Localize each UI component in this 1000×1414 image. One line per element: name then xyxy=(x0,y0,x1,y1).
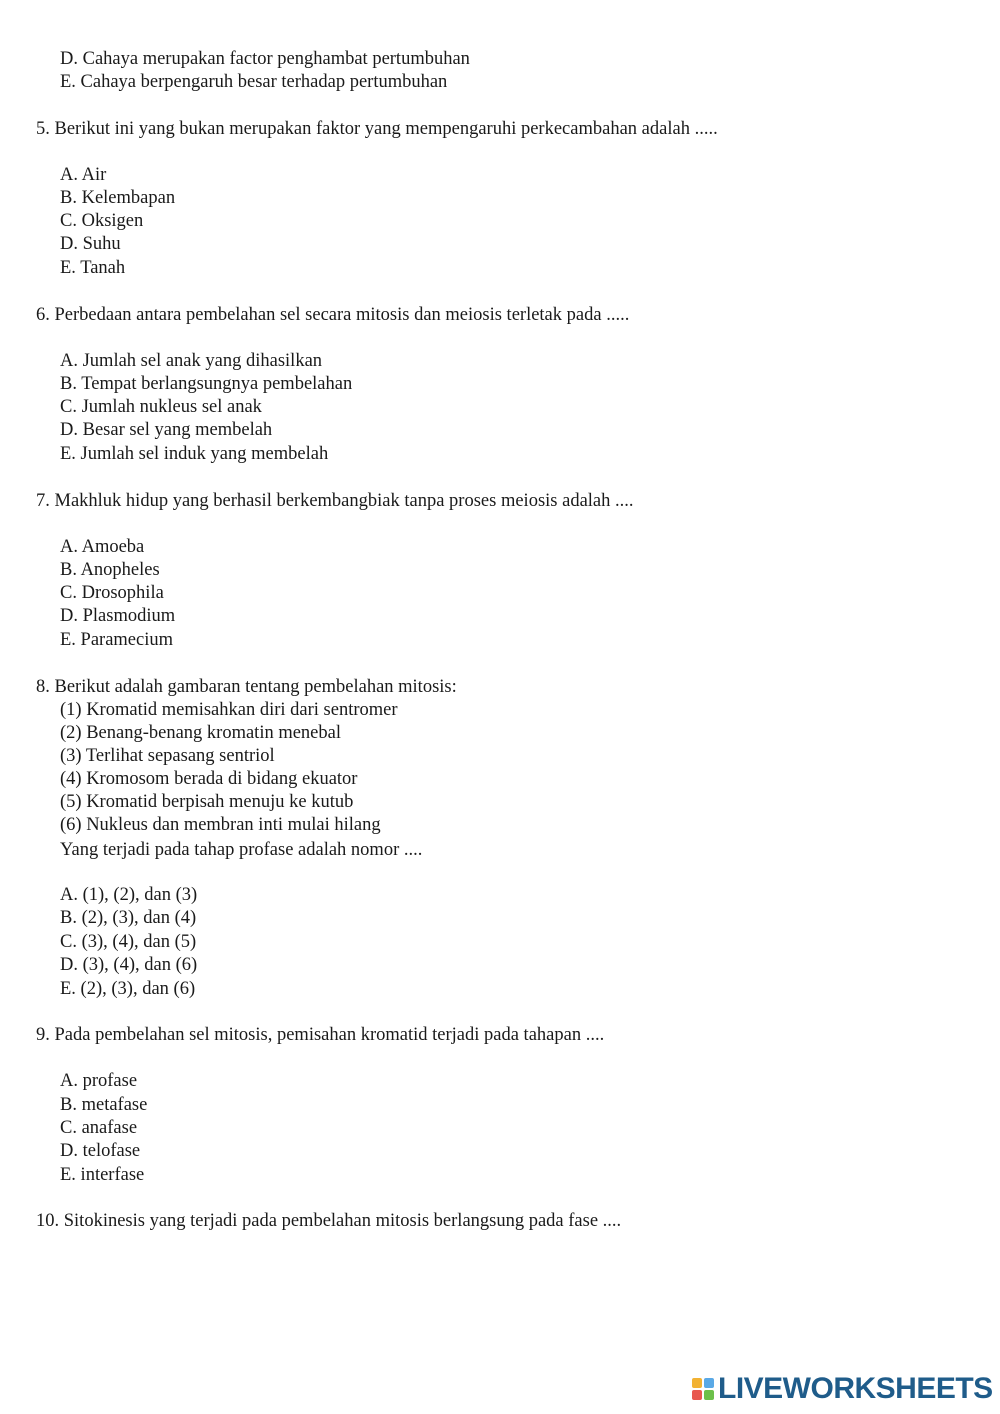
q9-option-b: B. metafase xyxy=(60,1095,148,1115)
logo-square-green xyxy=(704,1390,714,1400)
q9-option-d: D. telofase xyxy=(60,1141,141,1161)
q8-option-b: B. (2), (3), dan (4) xyxy=(60,908,197,928)
q8-item-3: (3) Terlihat sepasang sentriol xyxy=(60,746,275,766)
liveworksheets-logo xyxy=(692,1372,993,1405)
question-7: 7. Makhluk hidup yang berhasil berkembangbiak tanpa proses meiosis adalah .... xyxy=(36,491,634,511)
q7-option-c: C. Drosophila xyxy=(60,583,164,603)
q6-option-b: B. Tempat berlangsungnya pembelahan xyxy=(60,374,353,394)
q6-option-e: E. Jumlah sel induk yang membelah xyxy=(60,444,329,464)
q5-option-a: A. Air xyxy=(60,165,107,185)
question-9: 9. Pada pembelahan sel mitosis, pemisahan kromatid terjadi pada tahapan .... xyxy=(36,1025,605,1045)
q8-item-6: (6) Nukleus dan membran inti mulai hilang xyxy=(60,815,381,835)
q7-option-e: E. Paramecium xyxy=(60,630,174,650)
liveworksheets-logo-text: LIVEWORKSHEETS xyxy=(718,1372,993,1405)
q5-option-e: E. Tanah xyxy=(60,258,126,278)
q8-prompt: Yang terjadi pada tahap profase adalah nomor .... xyxy=(60,840,423,860)
logo-square-blue xyxy=(704,1378,714,1388)
q9-option-a: A. profase xyxy=(60,1071,138,1091)
question-5: 5. Berikut ini yang bukan merupakan faktor yang mempengaruhi perkecambahan adalah ..... xyxy=(36,119,718,139)
question-8: 8. Berikut adalah gambaran tentang pembelahan mitosis: xyxy=(36,677,457,697)
q7-option-a: A. Amoeba xyxy=(60,537,145,557)
q9-option-c: C. anafase xyxy=(60,1118,138,1138)
q8-item-1: (1) Kromatid memisahkan diri dari sentromer xyxy=(60,700,398,720)
q5-option-d: D. Suhu xyxy=(60,234,121,254)
logo-square-yellow xyxy=(692,1378,702,1388)
q4-option-d: D. Cahaya merupakan factor penghambat pertumbuhan xyxy=(60,49,470,69)
q8-item-5: (5) Kromatid berpisah menuju ke kutub xyxy=(60,792,354,812)
liveworksheets-logo-icon xyxy=(692,1378,714,1400)
q8-option-a: A. (1), (2), dan (3) xyxy=(60,885,198,905)
logo-square-red xyxy=(692,1390,702,1400)
q6-option-a: A. Jumlah sel anak yang dihasilkan xyxy=(60,351,323,371)
q7-option-b: B. Anopheles xyxy=(60,560,160,580)
q8-item-4: (4) Kromosom berada di bidang ekuator xyxy=(60,769,358,789)
q8-option-c: C. (3), (4), dan (5) xyxy=(60,932,197,952)
q5-option-b: B. Kelembapan xyxy=(60,188,176,208)
q7-option-d: D. Plasmodium xyxy=(60,606,176,626)
question-6: 6. Perbedaan antara pembelahan sel secara mitosis dan meiosis terletak pada ..... xyxy=(36,305,630,325)
q5-option-c: C. Oksigen xyxy=(60,211,144,231)
q8-option-d: D. (3), (4), dan (6) xyxy=(60,955,198,975)
q4-option-e: E. Cahaya berpengaruh besar terhadap pertumbuhan xyxy=(60,72,448,92)
q8-option-e: E. (2), (3), dan (6) xyxy=(60,979,196,999)
q8-item-2: (2) Benang-benang kromatin menebal xyxy=(60,723,341,743)
q6-option-c: C. Jumlah nukleus sel anak xyxy=(60,397,262,417)
question-10: 10. Sitokinesis yang terjadi pada pembelahan mitosis berlangsung pada fase .... xyxy=(36,1211,622,1231)
q6-option-d: D. Besar sel yang membelah xyxy=(60,420,273,440)
q9-option-e: E. interfase xyxy=(60,1165,145,1185)
